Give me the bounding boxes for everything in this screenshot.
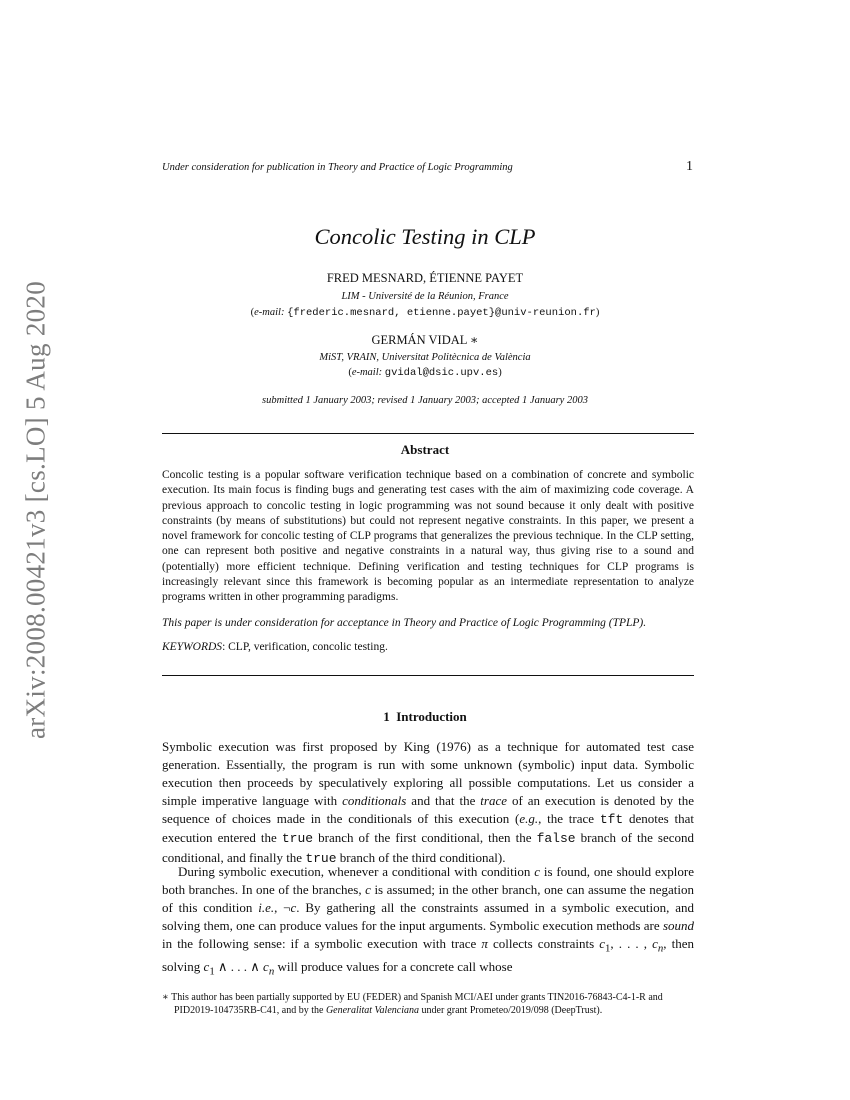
section-title: Introduction	[396, 709, 467, 724]
paper-title: Concolic Testing in CLP	[314, 224, 536, 249]
author-email-line-2: (e-mail: gvidal@dsic.upv.es)	[348, 367, 502, 379]
running-header: Under consideration for publication in Theory and Practice of Logic Programming	[162, 162, 513, 173]
author-names-2	[160, 332, 690, 348]
author-footnote-mark: ∗	[470, 333, 479, 347]
author-names-1: FRED MESNARD, ÉTIENNE PAYET	[326, 271, 524, 285]
author-email-1: {frederic.mesnard, etienne.payet}@univ-reunion.fr	[287, 307, 596, 319]
footnote: ∗ This author has been partially supported by EU (FEDER) and Spanish MCI/AEI under grants TIN2016-76843-C4-1-R and PID2019-104735RB-C41, and by the Generalitat Valenciana under grant Prometeo/2019/098 (DeepTrust).	[162, 992, 663, 1016]
abstract-top-rule	[162, 433, 694, 434]
footnote-mark: ∗	[162, 992, 169, 1003]
keywords-label: KEYWORDS	[162, 641, 223, 653]
abstract-text: Concolic testing is a popular software verification technique based on a combination of concrete and symbolic execution. Its main focus is finding bugs and generating test cases with the aim of maximizing code coverage. A previous approach to concolic testing in logic programming was not sound because it only dealt with positive constraints (by means of substitutions) but could not represent negative constraints. In this paper, we present a novel framework for concolic testing of CLP programs that generalizes the previous technique. In the CLP setting, one can represent both positive and negative constraints in a natural way, thus giving rise to a sound and (potentially) more efficient technique. Defining verification and testing techniques for CLP programs is increasingly relevant since this framework is becoming popular as an intermediate representation to analyze programs written in other programming paradigms.	[162, 469, 694, 604]
section-heading	[160, 709, 690, 725]
keywords-line	[162, 641, 694, 653]
page-number: 1	[686, 159, 693, 174]
intro-paragraph-2: During symbolic execution, whenever a conditional with condition c is found, one should explore both branches. In one of the branches, c is assumed; in the other branch, one can assume the negation of this condition i.e., ¬c. By gathering all the constraints assumed in a symbolic execution, and solving them, one can produce values for the input arguments. Symbolic execution methods are sound in the following sense: if a symbolic execution with trace π collects constraints $c_1$, . . . , $c_n$, then solving $c_1$ ∧ . . . ∧ $c_n$ will produce values for a concrete call whose	[162, 864, 695, 978]
author-name-2: GERMÁN VIDAL	[371, 333, 467, 347]
keywords-list: : CLP, verification, concolic testing.	[222, 641, 388, 653]
email-label: e-mail:	[254, 307, 285, 318]
tplp-note: This paper is under consideration for acceptance in Theory and Practice of Logic Programming (TPLP).	[162, 617, 647, 629]
email-label: e-mail:	[351, 367, 383, 378]
section-number: 1	[383, 709, 390, 724]
submission-dates: submitted 1 January 2003; revised 1 January 2003; accepted 1 January 2003	[262, 395, 588, 406]
author-affiliation-2: MiST, VRAIN, Universitat Politècnica de València	[319, 352, 531, 363]
author-email-line-1: (e-mail: {frederic.mesnard, etienne.payet}@univ-reunion.fr)	[250, 307, 600, 319]
intro-paragraph-1: Symbolic execution was first proposed by King (1976) as a technique for automated test case generation. Essentially, the program is run with some unknown (symbolic) input data. Symbolic execution then proceeds by speculatively exploring all possible computations. Let us consider a simple imperative language with conditionals and that the trace of an execution is denoted by the sequence of choices made in the conditionals of this execution (e.g., the trace tft denotes that execution entered the true branch of the first conditional, then the false branch of the second conditional, and finally the true branch of the third conditional).	[162, 739, 694, 866]
abstract-bottom-rule	[162, 675, 694, 676]
abstract-heading: Abstract	[400, 442, 450, 457]
arxiv-identifier-stamp: arXiv:2008.00421v3 [cs.LO] 5 Aug 2020	[20, 280, 51, 740]
author-affiliation-1: LIM - Université de la Réunion, France	[341, 291, 509, 302]
author-email-2: gvidal@dsic.upv.es	[384, 367, 499, 379]
